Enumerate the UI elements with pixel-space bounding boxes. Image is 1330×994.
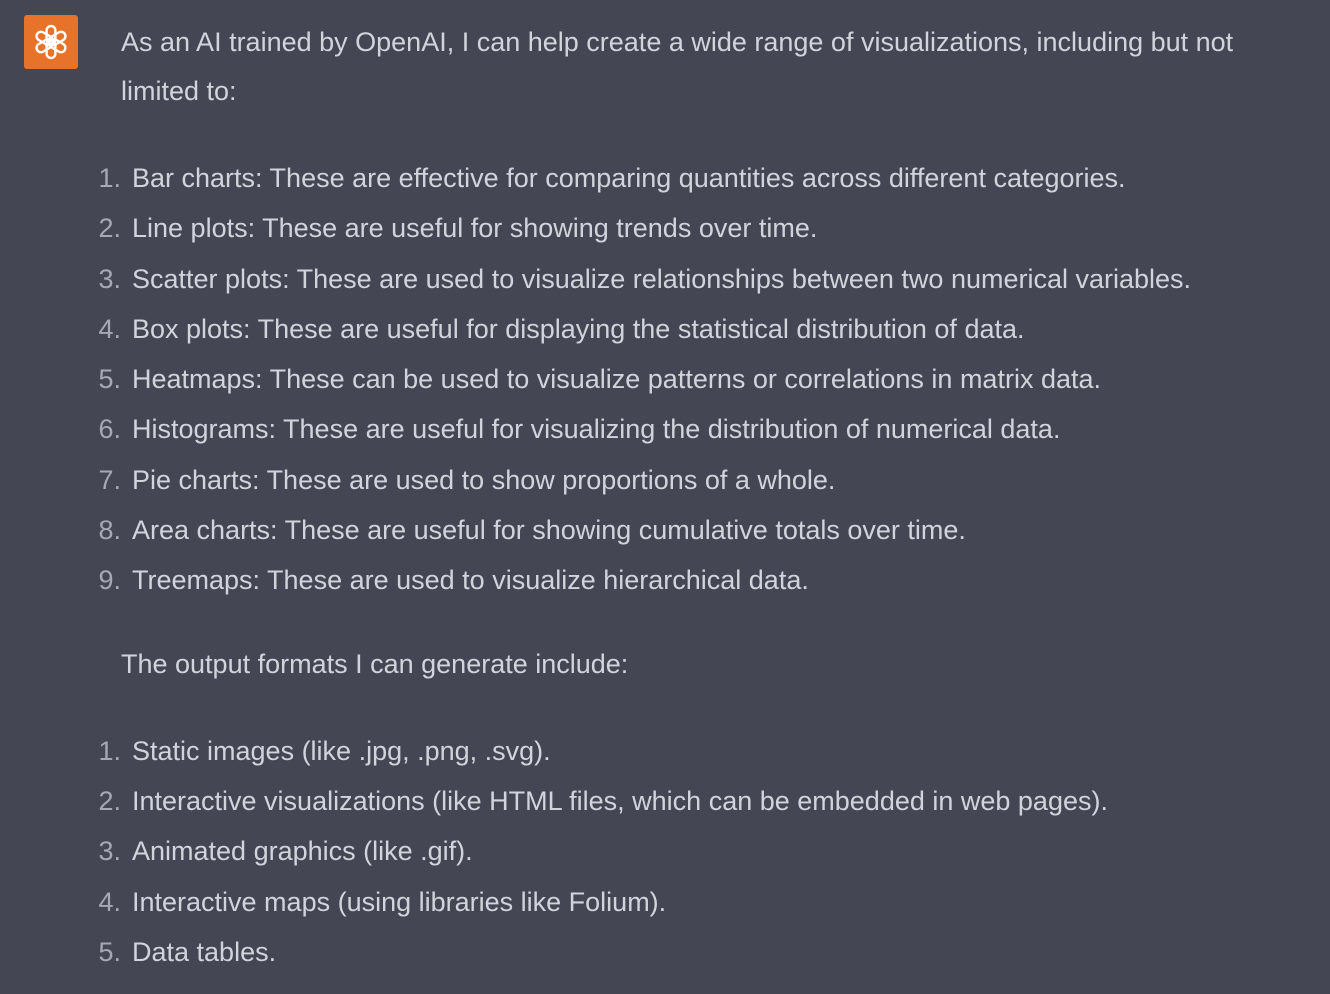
list-number: 2. <box>98 213 121 244</box>
visualization-item <box>85 304 1311 354</box>
list-text: Line plots: These are useful for showing trends over time. <box>132 213 818 244</box>
visualization-item <box>85 354 1311 404</box>
list-number: 3. <box>98 263 121 294</box>
visualization-item <box>85 455 1311 505</box>
visualization-item <box>85 203 1311 253</box>
list-text: Scatter plots: These are used to visualize relationships between two numerical variables. <box>132 263 1192 294</box>
list-text: Bar charts: These are effective for comparing quantities across different categories. <box>132 163 1126 193</box>
list-number: 4. <box>98 886 121 917</box>
list-number: 1. <box>98 163 121 193</box>
openai-logo-icon <box>31 22 71 62</box>
visualization-item <box>85 555 1311 605</box>
list-number: 5. <box>98 936 121 967</box>
list-text: Treemaps: These are used to visualize hierarchical data. <box>132 565 809 596</box>
list-text: Area charts: These are useful for showing cumulative totals over time. <box>132 515 966 546</box>
list-text: Interactive visualizations (like HTML files, which can be embedded in web pages). <box>132 785 1108 816</box>
output-format-item <box>85 927 1311 977</box>
list-text: Pie charts: These are used to show proportions of a whole. <box>132 464 836 495</box>
output-format-item <box>85 776 1311 826</box>
list-text: Static images (like .jpg, .png, .svg). <box>132 735 551 766</box>
output-format-item <box>85 726 1311 776</box>
list-text: Histograms: These are useful for visualizing the distribution of numerical data. <box>132 414 1061 445</box>
assistant-message <box>98 18 1311 977</box>
list-number: 1. <box>98 735 121 766</box>
list-text: Interactive maps (using libraries like Folium). <box>132 886 667 917</box>
formats-intro-paragraph: The output formats I can generate include: <box>121 648 629 679</box>
list-text: Data tables. <box>132 936 277 967</box>
list-number: 9. <box>98 565 121 596</box>
intro-paragraph: As an AI trained by OpenAI, I can help create a wide range of visualizations, including but not limited to: <box>121 27 1234 106</box>
list-number: 2. <box>98 785 121 816</box>
list-number: 7. <box>98 464 121 495</box>
assistant-avatar <box>24 15 78 69</box>
visualization-item <box>85 153 1311 203</box>
visualization-list <box>85 153 1311 606</box>
list-number: 3. <box>98 836 121 867</box>
list-text: Heatmaps: These can be used to visualize patterns or correlations in matrix data. <box>132 364 1101 395</box>
visualization-item <box>85 505 1311 555</box>
list-number: 6. <box>98 414 121 445</box>
list-number: 4. <box>98 313 121 344</box>
output-format-list <box>85 726 1311 977</box>
list-text: Animated graphics (like .gif). <box>132 836 473 867</box>
list-number: 8. <box>98 515 121 546</box>
list-number: 5. <box>98 364 121 395</box>
visualization-item <box>85 404 1311 454</box>
list-text: Box plots: These are useful for displaying the statistical distribution of data. <box>132 313 1025 344</box>
visualization-item <box>85 254 1311 304</box>
output-format-item <box>85 877 1311 927</box>
output-format-item <box>85 826 1311 876</box>
